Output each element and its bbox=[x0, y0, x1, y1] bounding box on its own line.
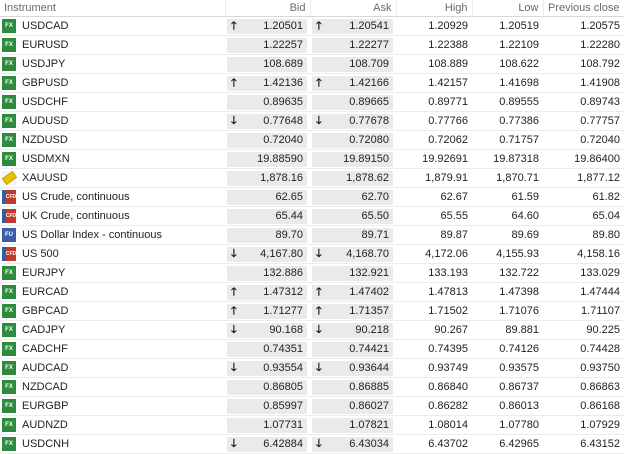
ask-up-arrow-icon: 🡑 bbox=[316, 76, 322, 89]
table-row[interactable] bbox=[0, 264, 624, 283]
high-value: 0.89771 bbox=[396, 93, 472, 112]
bid-up-arrow-icon: 🡑 bbox=[231, 19, 237, 32]
instrument-cell bbox=[0, 112, 225, 131]
low-value: 19.87318 bbox=[472, 150, 543, 169]
ask-cell[interactable] bbox=[310, 207, 396, 226]
instrument-name: USDCHF bbox=[22, 96, 68, 108]
instrument-cell bbox=[0, 188, 225, 207]
ask-down-arrow-icon: 🡓 bbox=[316, 323, 322, 336]
instrument-name: UK Crude, continuous bbox=[22, 210, 130, 222]
column-header-instrument[interactable]: Instrument bbox=[0, 0, 225, 17]
bid-down-arrow-icon: 🡓 bbox=[231, 361, 237, 374]
previous-close-value: 4,158.16 bbox=[543, 245, 624, 264]
instrument-name: GBPCAD bbox=[22, 305, 69, 317]
bid-value: 1.47312 bbox=[263, 286, 303, 298]
bid-value: 0.86805 bbox=[263, 381, 303, 393]
ask-down-arrow-icon: 🡓 bbox=[316, 114, 322, 127]
table-row[interactable] bbox=[0, 93, 624, 112]
instrument-name: AUDCAD bbox=[22, 362, 69, 374]
ask-cell[interactable] bbox=[310, 340, 396, 359]
bid-up-arrow-icon: 🡑 bbox=[231, 76, 237, 89]
ask-value: 6.43034 bbox=[349, 438, 389, 450]
bid-value: 65.44 bbox=[275, 210, 303, 222]
fx-icon: FX bbox=[2, 95, 16, 109]
previous-close-value: 0.86863 bbox=[543, 378, 624, 397]
bid-cell[interactable] bbox=[225, 74, 310, 93]
bid-value: 62.65 bbox=[275, 191, 303, 203]
fx-icon: FX bbox=[2, 152, 16, 166]
previous-close-value: 61.82 bbox=[543, 188, 624, 207]
bid-cell[interactable] bbox=[225, 397, 310, 416]
instrument-name: EURGBP bbox=[22, 400, 69, 412]
column-header-bid[interactable]: Bid bbox=[225, 0, 310, 17]
gold-bar-icon bbox=[2, 171, 16, 185]
futures-icon: FU bbox=[2, 228, 16, 242]
bid-value: 1.42136 bbox=[263, 77, 303, 89]
instrument-cell bbox=[0, 245, 225, 264]
instrument-name: US Dollar Index - continuous bbox=[22, 229, 163, 241]
previous-close-value: 1.47444 bbox=[543, 283, 624, 302]
instrument-name: XAUUSD bbox=[22, 172, 68, 184]
instrument-name: NZDCAD bbox=[22, 381, 68, 393]
instrument-name: GBPUSD bbox=[22, 77, 69, 89]
ask-value: 0.89665 bbox=[349, 96, 389, 108]
ask-value: 1.47402 bbox=[349, 286, 389, 298]
instrument-cell bbox=[0, 17, 225, 36]
ask-value: 1.22277 bbox=[349, 39, 389, 51]
ask-up-arrow-icon: 🡑 bbox=[316, 304, 322, 317]
ask-cell[interactable] bbox=[310, 150, 396, 169]
low-value: 4,155.93 bbox=[472, 245, 543, 264]
ask-down-arrow-icon: 🡓 bbox=[316, 437, 322, 450]
table-row[interactable] bbox=[0, 435, 624, 454]
high-value: 108.889 bbox=[396, 55, 472, 74]
ask-value: 65.50 bbox=[361, 210, 389, 222]
bid-down-arrow-icon: 🡓 bbox=[231, 114, 237, 127]
ask-value: 19.89150 bbox=[343, 153, 389, 165]
instrument-cell bbox=[0, 378, 225, 397]
table-row[interactable] bbox=[0, 17, 624, 36]
high-value: 4,172.06 bbox=[396, 245, 472, 264]
bid-cell[interactable] bbox=[225, 416, 310, 435]
instrument-name: AUDUSD bbox=[22, 115, 69, 127]
instrument-cell bbox=[0, 321, 225, 340]
previous-close-value: 0.72040 bbox=[543, 131, 624, 150]
low-value: 1.47398 bbox=[472, 283, 543, 302]
high-value: 90.267 bbox=[396, 321, 472, 340]
high-value: 1.20929 bbox=[396, 17, 472, 36]
instrument-name: CADCHF bbox=[22, 343, 68, 355]
column-header-low[interactable]: Low bbox=[472, 0, 543, 17]
high-value: 0.72062 bbox=[396, 131, 472, 150]
table-row[interactable] bbox=[0, 283, 624, 302]
bid-cell[interactable] bbox=[225, 188, 310, 207]
ask-cell[interactable] bbox=[310, 169, 396, 188]
fx-icon: FX bbox=[2, 19, 16, 33]
bid-cell[interactable] bbox=[225, 245, 310, 264]
instrument-cell bbox=[0, 207, 225, 226]
instrument-name: NZDUSD bbox=[22, 134, 68, 146]
table-row[interactable] bbox=[0, 112, 624, 131]
high-value: 0.86840 bbox=[396, 378, 472, 397]
low-value: 0.86013 bbox=[472, 397, 543, 416]
previous-close-value: 1.41908 bbox=[543, 74, 624, 93]
low-value: 0.93575 bbox=[472, 359, 543, 378]
high-value: 133.193 bbox=[396, 264, 472, 283]
high-value: 89.87 bbox=[396, 226, 472, 245]
bid-cell[interactable] bbox=[225, 226, 310, 245]
low-value: 61.59 bbox=[472, 188, 543, 207]
bid-up-arrow-icon: 🡑 bbox=[231, 285, 237, 298]
table-row[interactable] bbox=[0, 226, 624, 245]
bid-cell[interactable] bbox=[225, 321, 310, 340]
bid-value: 1.22257 bbox=[263, 39, 303, 51]
previous-close-value: 108.792 bbox=[543, 55, 624, 74]
low-value: 64.60 bbox=[472, 207, 543, 226]
ask-cell[interactable] bbox=[310, 378, 396, 397]
fx-icon: FX bbox=[2, 114, 16, 128]
bid-down-arrow-icon: 🡓 bbox=[231, 247, 237, 260]
bid-cell[interactable] bbox=[225, 93, 310, 112]
fx-icon: FX bbox=[2, 285, 16, 299]
bid-value: 0.93554 bbox=[263, 362, 303, 374]
ask-value: 1.71357 bbox=[349, 305, 389, 317]
table-row[interactable] bbox=[0, 207, 624, 226]
previous-close-value: 1.20575 bbox=[543, 17, 624, 36]
table-row[interactable] bbox=[0, 36, 624, 55]
bid-down-arrow-icon: 🡓 bbox=[231, 437, 237, 450]
ask-cell[interactable] bbox=[310, 397, 396, 416]
low-value: 0.89555 bbox=[472, 93, 543, 112]
high-value: 0.93749 bbox=[396, 359, 472, 378]
instrument-cell bbox=[0, 36, 225, 55]
fx-icon: FX bbox=[2, 266, 16, 280]
bid-value: 89.70 bbox=[275, 229, 303, 241]
low-value: 1.22109 bbox=[472, 36, 543, 55]
ask-cell[interactable] bbox=[310, 55, 396, 74]
ask-up-arrow-icon: 🡑 bbox=[316, 19, 322, 32]
bid-value: 90.168 bbox=[269, 324, 303, 336]
low-value: 1.20519 bbox=[472, 17, 543, 36]
instrument-cell bbox=[0, 397, 225, 416]
fx-icon: FX bbox=[2, 304, 16, 318]
table-row[interactable] bbox=[0, 416, 624, 435]
instrument-name: USDCAD bbox=[22, 20, 69, 32]
high-value: 1.71502 bbox=[396, 302, 472, 321]
high-value: 1.42157 bbox=[396, 74, 472, 93]
fx-icon: FX bbox=[2, 380, 16, 394]
column-header-ask[interactable]: Ask bbox=[310, 0, 396, 17]
ask-down-arrow-icon: 🡓 bbox=[316, 247, 322, 260]
ask-cell[interactable] bbox=[310, 435, 396, 454]
ask-cell[interactable] bbox=[310, 245, 396, 264]
fx-icon: FX bbox=[2, 38, 16, 52]
bid-cell[interactable] bbox=[225, 359, 310, 378]
ask-value: 62.70 bbox=[361, 191, 389, 203]
low-value: 0.74126 bbox=[472, 340, 543, 359]
bid-up-arrow-icon: 🡑 bbox=[231, 304, 237, 317]
ask-value: 0.86885 bbox=[349, 381, 389, 393]
bid-value: 6.42884 bbox=[263, 438, 303, 450]
bid-cell[interactable] bbox=[225, 36, 310, 55]
high-value: 1.08014 bbox=[396, 416, 472, 435]
previous-close-value: 0.89743 bbox=[543, 93, 624, 112]
bid-cell[interactable] bbox=[225, 340, 310, 359]
instrument-name: EURCAD bbox=[22, 286, 69, 298]
previous-close-value: 1.07929 bbox=[543, 416, 624, 435]
instrument-cell bbox=[0, 416, 225, 435]
low-value: 89.881 bbox=[472, 321, 543, 340]
high-value: 1.47813 bbox=[396, 283, 472, 302]
table-row[interactable] bbox=[0, 131, 624, 150]
table-row[interactable] bbox=[0, 378, 624, 397]
instrument-cell bbox=[0, 169, 225, 188]
instrument-name: USDJPY bbox=[22, 58, 66, 70]
previous-close-value: 89.80 bbox=[543, 226, 624, 245]
table-row[interactable] bbox=[0, 74, 624, 93]
low-value: 0.71757 bbox=[472, 131, 543, 150]
high-value: 19.92691 bbox=[396, 150, 472, 169]
instrument-cell bbox=[0, 55, 225, 74]
instrument-cell bbox=[0, 435, 225, 454]
ask-cell[interactable] bbox=[310, 416, 396, 435]
previous-close-value: 65.04 bbox=[543, 207, 624, 226]
ask-value: 1.20541 bbox=[349, 20, 389, 32]
bid-down-arrow-icon: 🡓 bbox=[231, 323, 237, 336]
fx-icon: FX bbox=[2, 342, 16, 356]
bid-cell[interactable] bbox=[225, 302, 310, 321]
bid-value: 19.88590 bbox=[257, 153, 303, 165]
previous-close-value: 133.029 bbox=[543, 264, 624, 283]
low-value: 6.42965 bbox=[472, 435, 543, 454]
table-row[interactable] bbox=[0, 169, 624, 188]
ask-cell[interactable] bbox=[310, 36, 396, 55]
low-value: 1.41698 bbox=[472, 74, 543, 93]
bid-value: 108.689 bbox=[263, 58, 303, 70]
fx-icon: FX bbox=[2, 133, 16, 147]
table-row[interactable] bbox=[0, 302, 624, 321]
instrument-cell bbox=[0, 340, 225, 359]
bid-value: 1.71277 bbox=[263, 305, 303, 317]
ask-value: 0.93644 bbox=[349, 362, 389, 374]
bid-cell[interactable] bbox=[225, 378, 310, 397]
ask-cell[interactable] bbox=[310, 17, 396, 36]
previous-close-value: 0.74428 bbox=[543, 340, 624, 359]
bid-cell[interactable] bbox=[225, 283, 310, 302]
ask-cell[interactable] bbox=[310, 93, 396, 112]
low-value: 1,870.71 bbox=[472, 169, 543, 188]
bid-cell[interactable] bbox=[225, 435, 310, 454]
ask-value: 0.86027 bbox=[349, 400, 389, 412]
bid-cell[interactable] bbox=[225, 264, 310, 283]
ask-cell[interactable] bbox=[310, 131, 396, 150]
ask-value: 132.921 bbox=[349, 267, 389, 279]
fx-icon: FX bbox=[2, 57, 16, 71]
previous-close-value: 0.86168 bbox=[543, 397, 624, 416]
instrument-name: EURJPY bbox=[22, 267, 66, 279]
ask-cell[interactable] bbox=[310, 74, 396, 93]
instrument-cell bbox=[0, 283, 225, 302]
instrument-name: CADJPY bbox=[22, 324, 66, 336]
previous-close-value: 0.93750 bbox=[543, 359, 624, 378]
table-row[interactable] bbox=[0, 150, 624, 169]
column-header-previous-close[interactable]: Previous close bbox=[543, 0, 624, 17]
ask-value: 0.77678 bbox=[349, 115, 389, 127]
instrument-cell bbox=[0, 264, 225, 283]
bid-value: 4,167.80 bbox=[260, 248, 303, 260]
bid-cell[interactable] bbox=[225, 169, 310, 188]
ask-cell[interactable] bbox=[310, 264, 396, 283]
ask-cell[interactable] bbox=[310, 226, 396, 245]
bid-cell[interactable] bbox=[225, 131, 310, 150]
column-header-high[interactable]: High bbox=[396, 0, 472, 17]
previous-close-value: 19.86400 bbox=[543, 150, 624, 169]
instrument-cell bbox=[0, 131, 225, 150]
ask-cell[interactable] bbox=[310, 321, 396, 340]
table-row[interactable] bbox=[0, 188, 624, 207]
low-value: 89.69 bbox=[472, 226, 543, 245]
table-row[interactable] bbox=[0, 340, 624, 359]
instrument-name: US Crude, continuous bbox=[22, 191, 130, 203]
instrument-name: AUDNZD bbox=[22, 419, 68, 431]
ask-value: 0.72080 bbox=[349, 134, 389, 146]
previous-close-value: 1.22280 bbox=[543, 36, 624, 55]
low-value: 0.86737 bbox=[472, 378, 543, 397]
ask-value: 90.218 bbox=[355, 324, 389, 336]
fx-icon: FX bbox=[2, 399, 16, 413]
high-value: 0.74395 bbox=[396, 340, 472, 359]
instrument-name: EURUSD bbox=[22, 39, 69, 51]
instrument-cell bbox=[0, 74, 225, 93]
instrument-name: US 500 bbox=[22, 248, 59, 260]
ask-cell[interactable] bbox=[310, 302, 396, 321]
instrument-cell bbox=[0, 93, 225, 112]
cfd-icon: CFD bbox=[2, 190, 16, 204]
low-value: 0.77386 bbox=[472, 112, 543, 131]
bid-value: 0.89635 bbox=[263, 96, 303, 108]
bid-cell[interactable] bbox=[225, 112, 310, 131]
bid-cell[interactable] bbox=[225, 55, 310, 74]
fx-icon: FX bbox=[2, 361, 16, 375]
high-value: 1.22388 bbox=[396, 36, 472, 55]
table-row[interactable] bbox=[0, 321, 624, 340]
previous-close-value: 1.71107 bbox=[543, 302, 624, 321]
ask-cell[interactable] bbox=[310, 188, 396, 207]
high-value: 0.86282 bbox=[396, 397, 472, 416]
table-row[interactable] bbox=[0, 359, 624, 378]
low-value: 1.71076 bbox=[472, 302, 543, 321]
bid-cell[interactable] bbox=[225, 17, 310, 36]
bid-value: 1,878.16 bbox=[260, 172, 303, 184]
cfd-icon: CFD bbox=[2, 209, 16, 223]
ask-cell[interactable] bbox=[310, 359, 396, 378]
previous-close-value: 0.77757 bbox=[543, 112, 624, 131]
high-value: 62.67 bbox=[396, 188, 472, 207]
bid-value: 1.07731 bbox=[263, 419, 303, 431]
high-value: 6.43702 bbox=[396, 435, 472, 454]
ask-value: 0.74421 bbox=[349, 343, 389, 355]
ask-cell[interactable] bbox=[310, 112, 396, 131]
ask-value: 1.07821 bbox=[349, 419, 389, 431]
ask-value: 1,878.62 bbox=[346, 172, 389, 184]
bid-value: 1.20501 bbox=[263, 20, 303, 32]
instrument-name: USDMXN bbox=[22, 153, 70, 165]
table-row[interactable] bbox=[0, 55, 624, 74]
bid-value: 0.74351 bbox=[263, 343, 303, 355]
fx-icon: FX bbox=[2, 437, 16, 451]
bid-value: 0.85997 bbox=[263, 400, 303, 412]
bid-cell[interactable] bbox=[225, 207, 310, 226]
instrument-name: USDCNH bbox=[22, 438, 70, 450]
ask-down-arrow-icon: 🡓 bbox=[316, 361, 322, 374]
low-value: 108.622 bbox=[472, 55, 543, 74]
low-value: 132.722 bbox=[472, 264, 543, 283]
instrument-cell bbox=[0, 150, 225, 169]
table-row[interactable] bbox=[0, 245, 624, 264]
high-value: 1,879.91 bbox=[396, 169, 472, 188]
instrument-cell bbox=[0, 302, 225, 321]
instrument-cell bbox=[0, 359, 225, 378]
cfd-icon: CFD bbox=[2, 247, 16, 261]
bid-value: 0.77648 bbox=[263, 115, 303, 127]
high-value: 0.77766 bbox=[396, 112, 472, 131]
bid-cell[interactable] bbox=[225, 150, 310, 169]
bid-value: 0.72040 bbox=[263, 134, 303, 146]
previous-close-value: 6.43152 bbox=[543, 435, 624, 454]
instrument-cell bbox=[0, 226, 225, 245]
ask-up-arrow-icon: 🡑 bbox=[316, 285, 322, 298]
header-row bbox=[0, 0, 624, 17]
ask-value: 108.709 bbox=[349, 58, 389, 70]
ask-value: 89.71 bbox=[361, 229, 389, 241]
high-value: 65.55 bbox=[396, 207, 472, 226]
table-row[interactable] bbox=[0, 397, 624, 416]
ask-cell[interactable] bbox=[310, 283, 396, 302]
fx-icon: FX bbox=[2, 418, 16, 432]
ask-value: 1.42166 bbox=[349, 77, 389, 89]
fx-icon: FX bbox=[2, 76, 16, 90]
previous-close-value: 90.225 bbox=[543, 321, 624, 340]
fx-icon: FX bbox=[2, 323, 16, 337]
previous-close-value: 1,877.12 bbox=[543, 169, 624, 188]
bid-value: 132.886 bbox=[263, 267, 303, 279]
low-value: 1.07780 bbox=[472, 416, 543, 435]
ask-value: 4,168.70 bbox=[346, 248, 389, 260]
